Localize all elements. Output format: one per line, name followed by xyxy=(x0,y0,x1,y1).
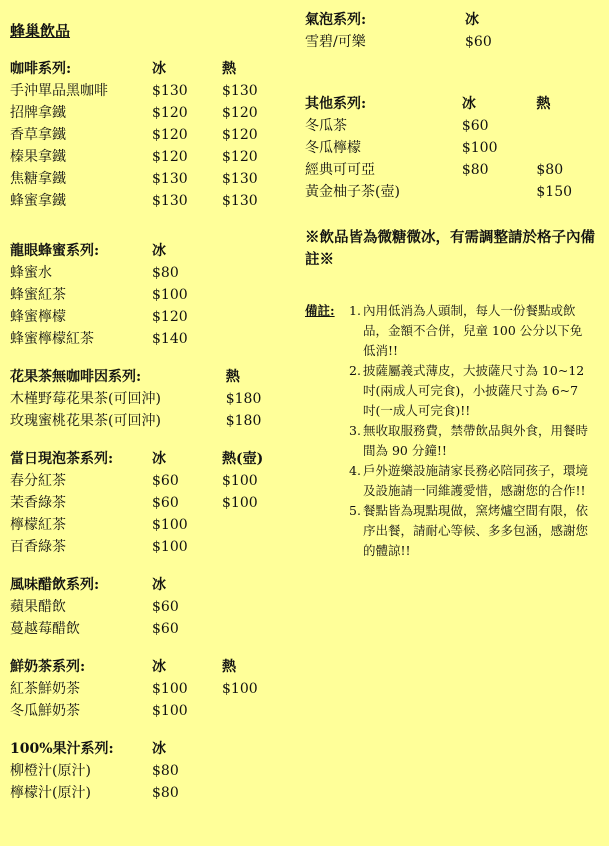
ice-price: $130 xyxy=(152,193,188,209)
hot-price xyxy=(536,115,605,137)
ice-price: $120 xyxy=(152,309,188,325)
item-name: 百香綠茶 xyxy=(10,539,66,555)
item-name: 紅茶鮮奶茶 xyxy=(10,681,80,697)
ice-price: $140 xyxy=(152,331,188,347)
item-name: 冬瓜茶 xyxy=(305,118,347,134)
note-item xyxy=(349,301,605,361)
section-juice xyxy=(10,738,295,804)
left-column xyxy=(10,0,295,804)
menu-item xyxy=(10,102,295,124)
menu-item xyxy=(10,124,295,146)
note-item xyxy=(349,461,605,501)
ice-header: 冰 xyxy=(152,741,166,757)
hot-header: 熱 xyxy=(222,61,236,77)
menu-title: 蜂巢飲品 xyxy=(10,22,71,40)
hot-price: $180 xyxy=(225,391,262,407)
hot-price: $130 xyxy=(222,193,258,209)
hot-header: 熱 xyxy=(536,96,551,112)
note-text: 無收取服務費，禁帶飲品與外食，用餐時間為 90 分鐘!! xyxy=(363,423,589,458)
section-vinegar xyxy=(10,574,295,640)
item-name: 蜂蜜拿鐵 xyxy=(10,193,66,209)
item-name: 蔓越莓醋飲 xyxy=(10,621,80,637)
menu-item xyxy=(10,514,295,536)
ice-price: $100 xyxy=(152,681,188,697)
menu-item xyxy=(10,168,295,190)
menu-item xyxy=(10,306,295,328)
note-number: 2. xyxy=(349,363,361,378)
menu-item xyxy=(10,470,295,492)
note-number: 1. xyxy=(349,303,361,318)
right-column xyxy=(305,0,605,561)
section-title: 風味醋飲系列: xyxy=(10,577,100,593)
hot-price: $80 xyxy=(536,162,564,178)
hot-price: $100 xyxy=(222,681,258,697)
item-name: 經典可可亞 xyxy=(305,162,375,178)
note-text: 披薩屬義式薄皮，大披薩尺寸為 10~12 吋(兩成人可完食)，小披薩尺寸為 6~7 吋(一成人可完食)!! xyxy=(363,363,585,418)
item-name: 焦糖拿鐵 xyxy=(10,171,66,187)
section-header xyxy=(10,240,295,262)
menu-item xyxy=(305,181,605,203)
note-item xyxy=(349,501,605,561)
item-name: 香草拿鐵 xyxy=(10,127,66,143)
section-title: 當日現泡茶系列: xyxy=(10,451,114,467)
hot-price: $100 xyxy=(222,473,258,489)
section-title: 龍眼蜂蜜系列: xyxy=(10,243,100,259)
section-header xyxy=(305,93,605,115)
hot-price: $150 xyxy=(536,184,573,200)
section-soda xyxy=(305,9,605,53)
ice-price: $130 xyxy=(152,171,188,187)
ice-price: $60 xyxy=(152,495,179,511)
hot-price: $100 xyxy=(222,495,258,511)
menu-item xyxy=(305,159,605,181)
menu-item xyxy=(10,678,295,700)
note-text: 餐點皆為現點現做，窯烤爐空間有限，依序出餐，請耐心等候、多多包涵，感謝您的體諒!! xyxy=(363,503,589,558)
section-title: 氣泡系列: xyxy=(305,12,367,28)
section-header xyxy=(10,58,295,80)
ice-price: $130 xyxy=(152,83,188,99)
section-header xyxy=(10,574,295,596)
menu-item xyxy=(10,388,295,410)
ice-header: 冰 xyxy=(152,659,166,675)
section-title: 鮮奶茶系列: xyxy=(10,659,86,675)
section-title: 其他系列: xyxy=(305,96,367,112)
ice-header: 冰 xyxy=(152,451,166,467)
item-name: 招牌拿鐵 xyxy=(10,105,66,121)
item-name: 黃金柚子茶(壺) xyxy=(305,184,400,200)
item-name: 蘋果醋飲 xyxy=(10,599,66,615)
ice-price: $60 xyxy=(152,473,179,489)
section-header xyxy=(10,366,295,388)
hot-price: $130 xyxy=(222,83,258,99)
note-number: 3. xyxy=(349,423,361,438)
ice-price: $100 xyxy=(152,539,188,555)
note-text: 戶外遊樂設施請家長務必陪同孩子，環境及設施請一同維護愛惜，感謝您的合作!! xyxy=(363,463,589,498)
ice-header: 冰 xyxy=(465,12,479,28)
notes-list xyxy=(305,301,605,561)
item-name: 冬瓜檸檬 xyxy=(305,140,361,156)
section-fruit-tea xyxy=(10,366,295,432)
hot-price xyxy=(536,137,605,159)
notes-label: 備註: xyxy=(305,303,335,318)
item-name: 雪碧/可樂 xyxy=(305,34,366,50)
hot-price: $120 xyxy=(222,105,258,121)
menu-item xyxy=(10,80,295,102)
ice-header: 冰 xyxy=(461,96,476,112)
menu-item xyxy=(10,618,295,640)
hot-price: $120 xyxy=(222,149,258,165)
item-name: 檸檬紅茶 xyxy=(10,517,66,533)
ice-price: $60 xyxy=(461,118,489,134)
section-title: 咖啡系列: xyxy=(10,61,72,77)
ice-price: $120 xyxy=(152,105,188,121)
item-name: 冬瓜鮮奶茶 xyxy=(10,703,80,719)
item-name: 玫瑰蜜桃花果茶(可回沖) xyxy=(10,413,161,429)
section-header xyxy=(10,448,295,470)
menu-item xyxy=(10,700,295,722)
menu-item xyxy=(10,328,295,350)
hot-price: $130 xyxy=(222,171,258,187)
ice-price: $100 xyxy=(152,287,188,303)
hot-header: 熱(壺) xyxy=(222,451,264,467)
menu-item xyxy=(10,782,295,804)
hot-header: 熱 xyxy=(222,659,236,675)
item-name: 手沖單品黑咖啡 xyxy=(10,83,108,99)
ice-price: $80 xyxy=(152,763,179,779)
ice-price: $60 xyxy=(152,621,179,637)
ice-price xyxy=(462,181,537,203)
item-name: 蜂蜜檸檬 xyxy=(10,309,66,325)
ice-price: $100 xyxy=(461,140,498,156)
menu-item xyxy=(10,492,295,514)
note-item xyxy=(349,421,605,461)
menu-item xyxy=(10,262,295,284)
item-name: 蜂蜜紅茶 xyxy=(10,287,66,303)
item-name: 蜂蜜檸檬紅茶 xyxy=(10,331,94,347)
ice-price: $60 xyxy=(465,34,492,50)
ice-price: $120 xyxy=(152,127,188,143)
sugar-ice-notice: ※飲品皆為微糖微冰，有需調整請於格子內備註※ xyxy=(305,229,595,268)
ice-price: $80 xyxy=(152,785,179,801)
item-name: 木槿野莓花果茶(可回沖) xyxy=(10,391,161,407)
ice-header: 冰 xyxy=(152,577,166,593)
note-item xyxy=(349,361,605,421)
ice-header: 冰 xyxy=(152,243,166,259)
ice-price: $60 xyxy=(152,599,179,615)
ice-price: $100 xyxy=(152,703,188,719)
hot-price: $120 xyxy=(222,127,258,143)
menu-item xyxy=(10,596,295,618)
item-name: 茉香綠茶 xyxy=(10,495,66,511)
hot-price: $180 xyxy=(225,413,262,429)
ice-price: $80 xyxy=(152,265,179,281)
note-number: 4. xyxy=(349,463,361,478)
section-coffee xyxy=(10,58,295,212)
item-name: 檸檬汁(原汁) xyxy=(10,785,91,801)
menu-item xyxy=(10,760,295,782)
hot-header: 熱 xyxy=(225,369,240,385)
note-text: 內用低消為人頭制，每人一份餐點或飲品，金額不合併，兒童 100 公分以下免低消!! xyxy=(363,303,583,358)
section-milk-tea xyxy=(10,656,295,722)
section-header xyxy=(10,656,295,678)
notes-block xyxy=(305,301,605,561)
ice-price: $100 xyxy=(152,517,188,533)
menu-item xyxy=(10,190,295,212)
item-name: 蜂蜜水 xyxy=(10,265,52,281)
section-fresh-tea xyxy=(10,448,295,558)
menu-item xyxy=(10,536,295,558)
ice-price: $80 xyxy=(461,162,489,178)
section-honey xyxy=(10,240,295,350)
menu-item xyxy=(10,146,295,168)
item-name: 榛果拿鐵 xyxy=(10,149,66,165)
item-name: 柳橙汁(原汁) xyxy=(10,763,91,779)
item-name: 春分紅茶 xyxy=(10,473,66,489)
ice-header: 冰 xyxy=(152,61,166,77)
ice-price: $120 xyxy=(152,149,188,165)
note-number: 5. xyxy=(349,503,361,518)
menu-item xyxy=(305,115,605,137)
section-header xyxy=(305,9,605,31)
menu-item xyxy=(305,137,605,159)
menu-item xyxy=(10,284,295,306)
section-title: 100%果汁系列: xyxy=(10,741,114,757)
menu-item xyxy=(305,31,605,53)
section-title: 花果茶無咖啡因系列: xyxy=(10,369,142,385)
section-header xyxy=(10,738,295,760)
menu-item xyxy=(10,410,295,432)
section-others xyxy=(305,93,605,203)
